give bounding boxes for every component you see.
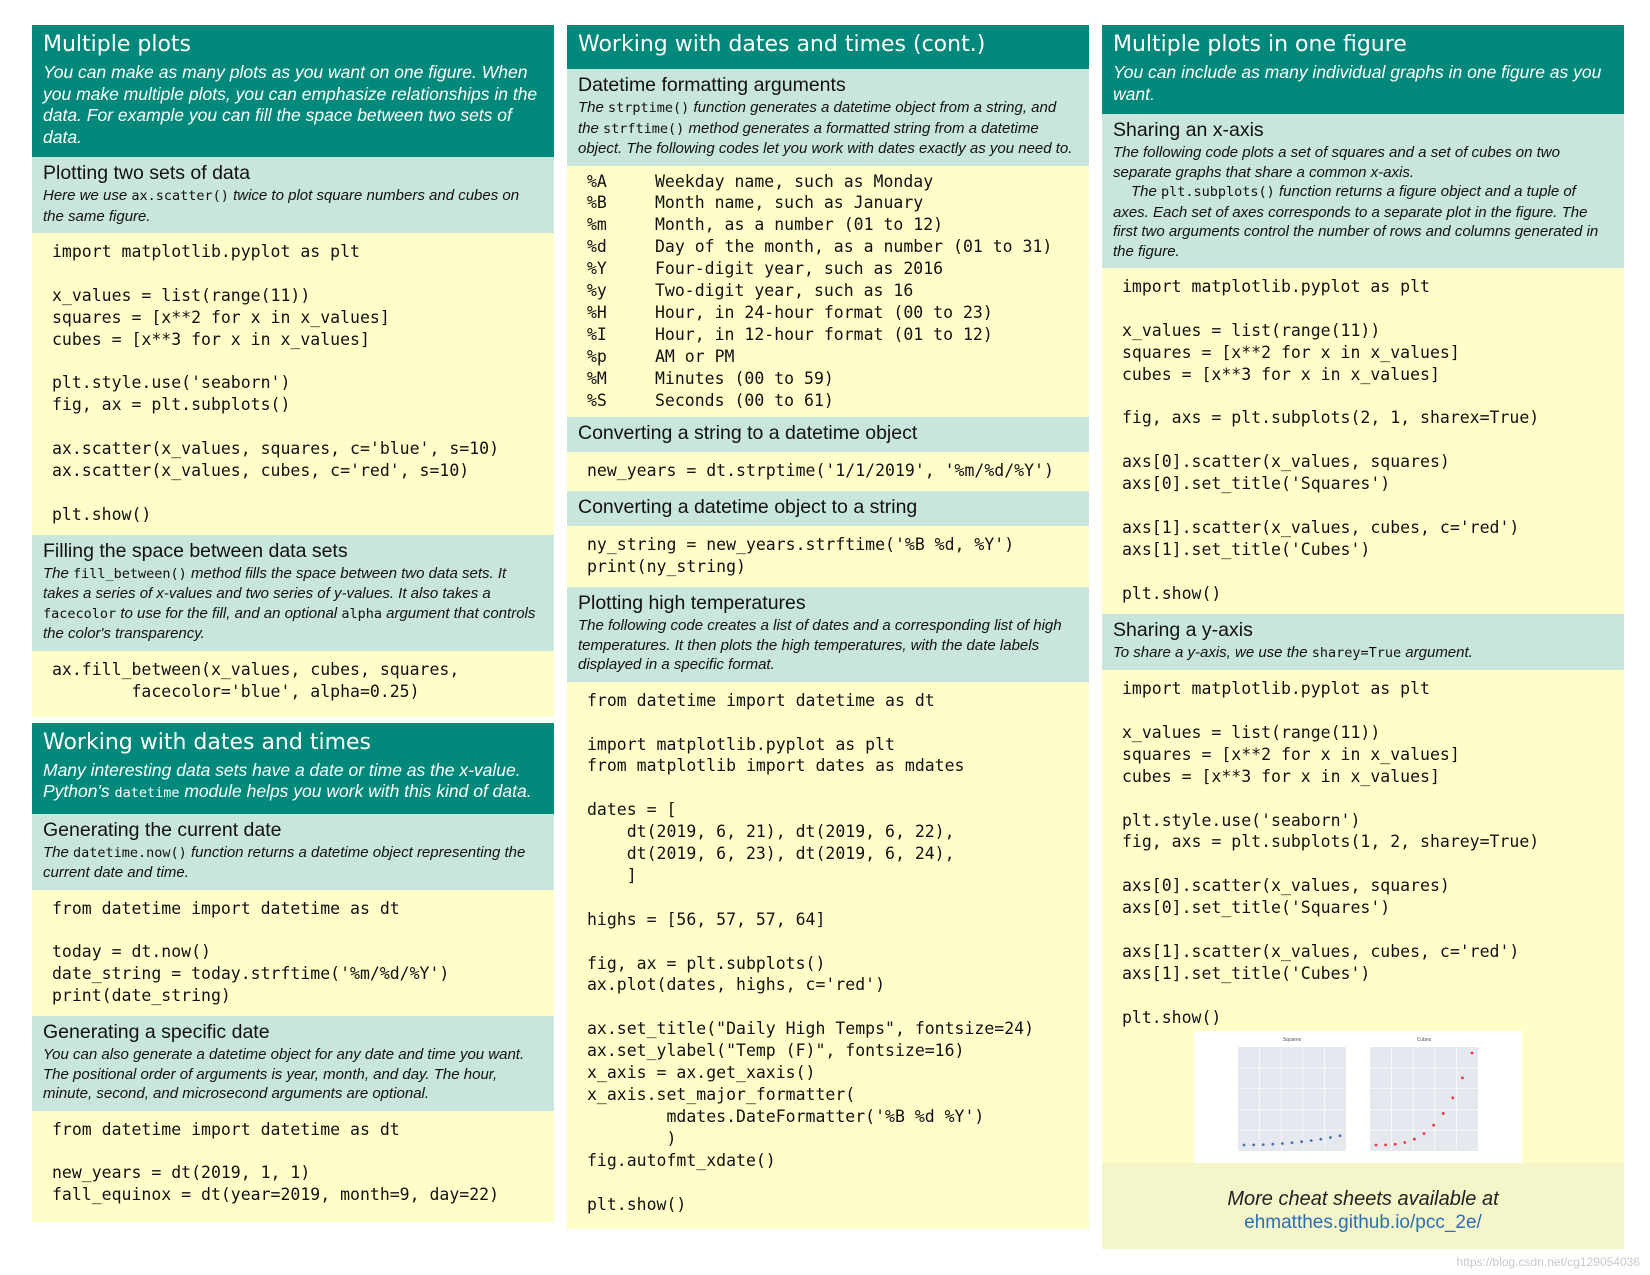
subsection-header-two-sets: [32, 157, 554, 233]
squares-cubes-figure: [1194, 1031, 1522, 1165]
subsection-header-sharey: [1102, 614, 1624, 671]
format-code-description: Two-digit year, such as 16: [655, 281, 914, 301]
format-code-row: [587, 346, 1079, 368]
format-code-row: [587, 302, 1079, 324]
data-point: [1291, 1141, 1294, 1144]
format-code-key: %y: [587, 281, 607, 301]
subsection-header-sharex: [1102, 114, 1624, 268]
code-block-strptime: new_years = dt.strptime('1/1/2019', '%m/%d/%Y'): [567, 452, 1089, 491]
subsection-title: Plotting high temperatures: [578, 592, 806, 615]
data-point: [1310, 1139, 1313, 1142]
subsection-title: Filling the space between data sets: [43, 539, 348, 562]
data-point: [1329, 1136, 1332, 1139]
format-code-key: %M: [587, 368, 607, 388]
format-code-row: [587, 390, 1079, 412]
code-block-fill-between: ax.fill_between(x_values, cubes, squares, facecolor='blue', alpha=0.25): [32, 651, 554, 717]
format-code-row: [587, 171, 1079, 193]
code-block-specific-date: from datetime import datetime as dt new_years = dt(2019, 1, 1) fall_equinox = dt(year=2019, month=9, day=22): [32, 1111, 554, 1223]
subsection-description-2: The plt.subplots() function returns a figure object and a tuple of axes. Each set of axes corresponds to a separate plot in the figure. The first two arguments control the number of rows and columns generated in the figure.: [1113, 183, 1599, 260]
section-header-dates-cont: [567, 25, 1089, 69]
data-point: [1252, 1143, 1255, 1146]
subsection-description: The datetime.now() function returns a datetime object representing the current date and time.: [43, 843, 526, 882]
column-2: [567, 25, 1089, 1229]
subsection-header-high-temps: [567, 587, 1089, 682]
data-point: [1461, 1076, 1464, 1079]
section-title: Multiple plots in one figure: [1113, 32, 1407, 57]
data-point: [1300, 1140, 1303, 1143]
code-block-sharey: import matplotlib.pyplot as plt x_values = list(range(11)) squares = [x**2 for x in x_values] cubes = [x**3 for x in x_values] plt.style.use('seaborn') fig, axs = plt.subplots(1, 2, sharey=True) axs[0].scatter(x_values, squares) axs[0].set_title('Squares') axs[1].scatter(x_values, cubes, c='red') axs[1].set_title('Cubes') plt.show(): [1102, 670, 1624, 1033]
data-point: [1394, 1142, 1397, 1145]
format-code-row: [587, 324, 1079, 346]
subsection-title: Sharing an x-axis: [1113, 119, 1264, 141]
section-description: You can make as many plots as you want on one figure. When you make multiple plots, you can emphasize relationships in the data. For example you can fill the space between two sets of data.: [43, 62, 538, 147]
subsection-description: To share a y-axis, we use the sharey=True argument.: [1113, 643, 1473, 661]
figure-container: [1102, 1033, 1624, 1177]
format-code-row: [587, 368, 1079, 390]
subsection-header-specific-date: [32, 1016, 554, 1111]
subsection-header-dt-to-str: [567, 491, 1089, 526]
subsection-header-formatting: [567, 69, 1089, 166]
footer-link[interactable]: ehmatthes.github.io/pcc_2e/: [1244, 1212, 1482, 1233]
subsection-description: The fill_between() method fills the space between two data sets. It takes a series of x-values and two series of y-values. It also takes a facecolor to use for the fill, and an optional alpha argument that controls the color's transparency.: [43, 564, 536, 643]
data-point: [1384, 1143, 1387, 1146]
format-code-description: AM or PM: [655, 346, 735, 366]
panel-title: Squares: [1282, 1036, 1302, 1043]
data-point: [1271, 1142, 1274, 1145]
watermark-text: https://blog.csdn.net/cg129054036: [1456, 1255, 1640, 1269]
data-point: [1413, 1137, 1416, 1140]
data-point: [1281, 1142, 1284, 1145]
footer-box: [1102, 1163, 1624, 1249]
format-code-description: Weekday name, such as Monday: [655, 171, 934, 191]
data-point: [1451, 1096, 1454, 1099]
plot-area: [1370, 1047, 1478, 1151]
squares-panel: [1238, 1037, 1346, 1151]
subsection-description: The following code creates a list of dates and a corresponding list of high temperatures. It then plots the high temperatures, with the date labels displayed in a specific format.: [578, 617, 1062, 674]
format-codes-table: [567, 166, 1089, 418]
subsection-description: You can also generate a datetime object for any date and time you want. The positional order of arguments is year, month, and day. The hour, minute, second, and microsecond arguments are optional.: [43, 1046, 525, 1103]
plot-area: [1238, 1047, 1346, 1151]
subsection-header-filling: [32, 535, 554, 651]
footer-text: More cheat sheets available at: [1227, 1188, 1499, 1210]
format-code-row: [587, 280, 1079, 302]
section-header-dates: [32, 723, 554, 814]
code-block-high-temps: from datetime import datetime as dt import matplotlib.pyplot as plt from matplotlib import dates as mdates dates = [ dt(2019, 6, 21), dt(2019, 6, 22), dt(2019, 6, 23), dt(2019, 6, 24), ] highs = [56, 57, 57, 64] fig, ax = plt.subplots() ax.plot(dates, highs, c='red') ax.set_title("Daily High Temps", fontsize=24) ax.set_ylabel("Temp (F)", fontsize=16) x_axis = ax.get_xaxis() x_axis.set_major_formatter( mdates.DateFormatter('%B %d %Y') ) fig.autofmt_xdate() plt.show(): [567, 682, 1089, 1230]
panel-title: Cubes: [1416, 1036, 1432, 1043]
section-header-multiple-plots: [32, 25, 554, 157]
subsection-title: Converting a string to a datetime object: [578, 422, 918, 445]
data-point: [1471, 1051, 1474, 1054]
format-code-description: Hour, in 24-hour format (00 to 23): [655, 302, 993, 322]
subsection-title: Generating a specific date: [43, 1021, 270, 1044]
subsection-header-str-to-dt: [567, 417, 1089, 452]
section-header-multiple-plots-figure: [1102, 25, 1624, 114]
format-code-row: [587, 236, 1079, 258]
format-code-description: Minutes (00 to 59): [655, 368, 834, 388]
data-point: [1442, 1112, 1445, 1115]
subsection-header-current-date: [32, 814, 554, 890]
code-block-sharex: import matplotlib.pyplot as plt x_values = list(range(11)) squares = [x**2 for x in x_values] cubes = [x**3 for x in x_values] fig, axs = plt.subplots(2, 1, sharex=True) axs[0].scatter(x_values, squares) axs[0].set_title('Squares') axs[1].scatter(x_values, cubes, c='red') axs[1].set_title('Cubes') plt.show(): [1102, 268, 1624, 614]
format-code-key: %I: [587, 324, 607, 344]
subsection-title: Plotting two sets of data: [43, 162, 251, 184]
data-point: [1262, 1143, 1265, 1146]
section-title: Multiple plots: [43, 32, 192, 57]
format-code-key: %p: [587, 346, 607, 366]
format-code-row: [587, 192, 1079, 214]
subsection-title: Generating the current date: [43, 818, 282, 841]
subsection-title: Converting a datetime object to a string: [578, 496, 918, 519]
format-code-key: %d: [587, 237, 607, 257]
section-description: You can include as many individual graphs in one figure as you want.: [1113, 62, 1602, 104]
subsection-description: The strptime() function generates a datetime object from a string, and the strftime() method generates a formatted string from a datetime object. The following codes let you work with dates exactly as you need to.: [578, 99, 1073, 157]
data-point: [1339, 1134, 1342, 1137]
cubes-panel: [1370, 1037, 1478, 1151]
format-code-key: %Y: [587, 259, 607, 279]
subsection-description: Here we use ax.scatter() twice to plot square numbers and cubes on the same figure.: [43, 187, 520, 225]
section-description: Many interesting data sets have a date or time as the x-value. Python's datetime module helps you work with this kind of data.: [43, 759, 532, 802]
format-code-description: Seconds (00 to 61): [655, 390, 834, 410]
data-point: [1375, 1143, 1378, 1146]
code-block-current-date: from datetime import datetime as dt today = dt.now() date_string = today.strftime('%m/%d/%Y') print(date_string): [32, 890, 554, 1017]
format-code-row: [587, 258, 1079, 280]
format-code-description: Month name, such as January: [655, 193, 924, 213]
data-point: [1403, 1141, 1406, 1144]
format-code-key: %m: [587, 215, 607, 235]
format-code-key: %A: [587, 171, 607, 191]
format-code-description: Day of the month, as a number (01 to 31): [655, 237, 1053, 257]
column-1: [32, 25, 554, 1222]
data-point: [1319, 1137, 1322, 1140]
format-code-row: [587, 214, 1079, 236]
format-code-key: %S: [587, 390, 607, 410]
format-code-description: Hour, in 12-hour format (01 to 12): [655, 324, 993, 344]
code-block-strftime: ny_string = new_years.strftime('%B %d, %Y') print(ny_string): [567, 526, 1089, 587]
format-code-description: Month, as a number (01 to 12): [655, 215, 944, 235]
format-code-description: Four-digit year, such as 2016: [655, 259, 944, 279]
format-code-key: %B: [587, 193, 607, 213]
column-3: [1102, 25, 1624, 1177]
data-point: [1423, 1132, 1426, 1135]
data-point: [1243, 1143, 1246, 1146]
subsection-description: The following code plots a set of squares and a set of cubes on two separate graphs that share a common x-axis.: [1113, 144, 1560, 181]
subsection-title: Sharing a y-axis: [1113, 618, 1253, 641]
data-point: [1432, 1123, 1435, 1126]
code-block-two-sets: import matplotlib.pyplot as plt x_values = list(range(11)) squares = [x**2 for x in x_values] cubes = [x**3 for x in x_values] plt.style.use('seaborn') fig, ax = plt.subplots() ax.scatter(x_values, squares, c='blue', s=10) ax.scatter(x_values, cubes, c='red', s=10) plt.show(): [32, 233, 554, 535]
subsection-title: Datetime formatting arguments: [578, 74, 846, 96]
section-title: Working with dates and times (cont.): [578, 32, 986, 57]
format-code-key: %H: [587, 302, 607, 322]
section-title: Working with dates and times: [43, 729, 372, 755]
